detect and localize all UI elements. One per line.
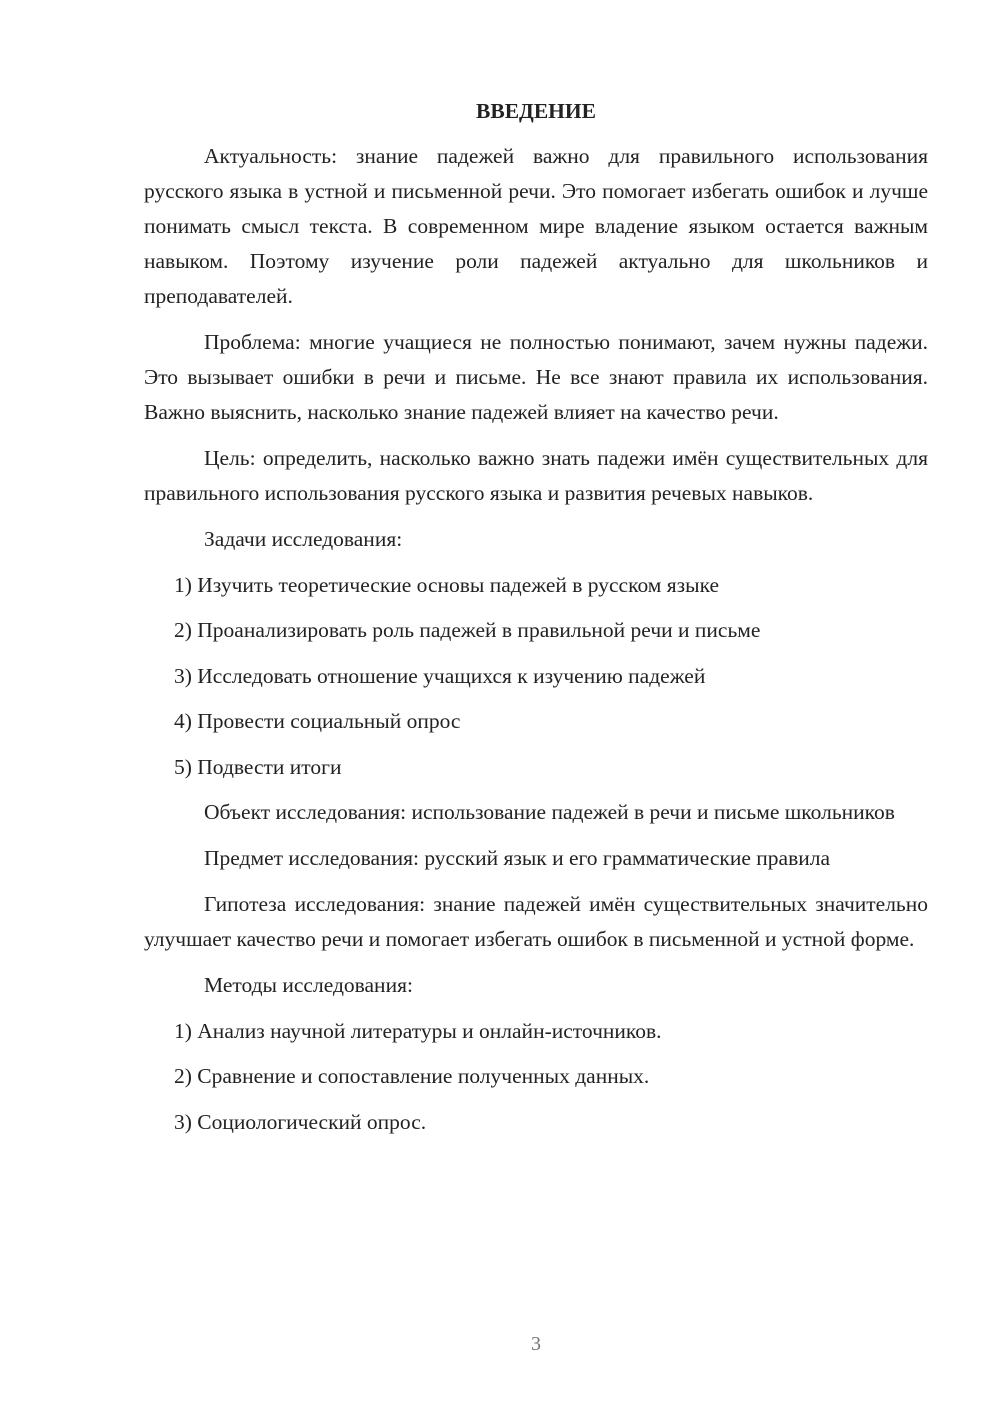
method-item: 2) Сравнение и сопоставление полученных данных.: [174, 1064, 650, 1088]
page-content: [144, 94, 928, 1150]
goal-paragraph: Цель: определить, насколько важно знать падежи имён существительных для правильного использования русского языка и развития речевых навыков.: [144, 446, 928, 505]
methods-heading: Методы исследования:: [204, 973, 413, 997]
problem-paragraph: Проблема: многие учащиеся не полностью понимают, зачем нужны падежи. Это вызывает ошибки в речи и письме. Не все знают правила их использования. Важно выяснить, насколько знание падежей влияет на качество речи.: [144, 330, 928, 424]
task-item: 3) Исследовать отношение учащихся к изучению падежей: [174, 663, 706, 688]
relevance-paragraph: Актуальность: знание падежей важно для правильного использования русского языка в устной и письменной речи. Это помогает избегать ошибок и лучше понимать смысл текста. В современном мире владение языком остается важным навыком. Поэтому изучение роли падежей актуально для школьников и преподавателей.: [144, 144, 928, 308]
task-item: 5) Подвести итоги: [174, 754, 342, 779]
task-item: 1) Изучить теоретические основы падежей в русском языке: [174, 572, 720, 597]
tasks-heading: Задачи исследования:: [204, 527, 403, 551]
page-number: 3: [531, 1333, 541, 1355]
method-item: 3) Социологический опрос.: [174, 1109, 427, 1134]
task-item: 4) Провести социальный опрос: [174, 709, 461, 733]
tasks-list: [144, 568, 928, 785]
subject-paragraph: Предмет исследования: русский язык и его грамматические правила: [204, 846, 831, 870]
object-paragraph: Объект исследования: использование падежей в речи и письме школьников: [204, 800, 895, 824]
task-item: 2) Проанализировать роль падежей в правильной речи и письме: [174, 618, 761, 642]
method-item: 1) Анализ научной литературы и онлайн-источников.: [174, 1018, 662, 1043]
hypothesis-paragraph: Гипотеза исследования: знание падежей имён существительных значительно улучшает качество речи и помогает избегать ошибок в письменной и устной форме.: [144, 892, 928, 951]
page-title: ВВЕДЕНИЕ: [476, 99, 596, 123]
methods-list: [144, 1014, 928, 1140]
